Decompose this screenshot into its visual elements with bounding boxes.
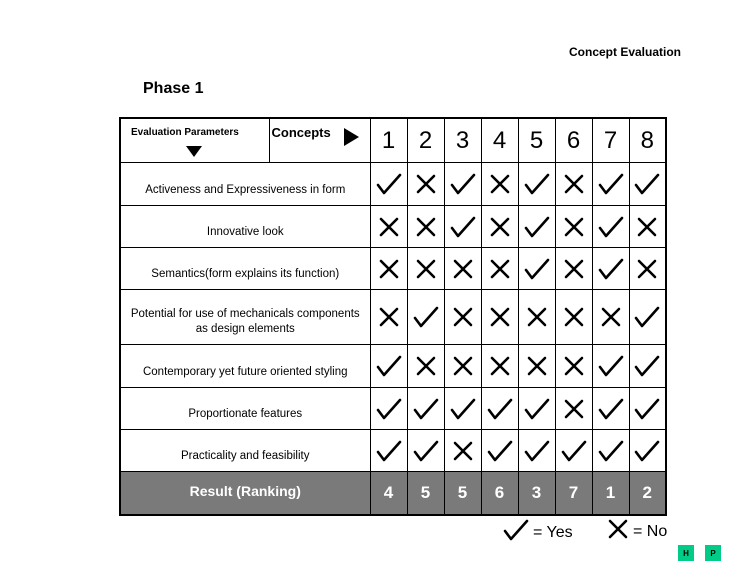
mark-cell	[555, 163, 592, 206]
ranking-value: 5	[407, 472, 444, 516]
criterion-row	[120, 345, 666, 388]
cross-icon	[556, 216, 592, 238]
mark-cell	[518, 206, 555, 248]
mark-cell	[518, 388, 555, 430]
cross-icon	[607, 518, 629, 545]
evaluation-parameters-label: Evaluation Parameters	[131, 127, 239, 138]
check-icon	[593, 439, 629, 463]
mark-cell	[629, 290, 666, 345]
cross-icon	[408, 173, 444, 195]
concept-number-2: 2	[407, 118, 444, 163]
check-icon	[630, 305, 666, 329]
cross-icon	[482, 173, 518, 195]
mark-cell	[407, 290, 444, 345]
criterion-row	[120, 206, 666, 248]
h-button[interactable]: H	[678, 545, 694, 561]
mark-cell	[592, 206, 629, 248]
check-icon	[371, 172, 407, 196]
mark-cell	[555, 206, 592, 248]
ranking-value: 7	[555, 472, 592, 516]
cross-icon	[519, 355, 555, 377]
cross-icon	[482, 216, 518, 238]
criterion-label: Activeness and Expressiveness in form	[120, 163, 370, 206]
ranking-value: 2	[629, 472, 666, 516]
mark-cell	[407, 248, 444, 290]
mark-cell	[629, 388, 666, 430]
check-icon	[482, 439, 518, 463]
phase-title: Phase 1	[143, 80, 204, 97]
mark-cell	[370, 345, 407, 388]
cross-icon	[445, 440, 481, 462]
check-icon	[371, 354, 407, 378]
concepts-label: Concepts	[271, 125, 331, 140]
concept-number-5: 5	[518, 118, 555, 163]
mark-cell	[444, 248, 481, 290]
check-icon	[371, 439, 407, 463]
check-icon	[519, 215, 555, 239]
concept-number-1: 1	[370, 118, 407, 163]
mark-cell	[481, 290, 518, 345]
mark-cell	[444, 345, 481, 388]
cross-icon	[482, 306, 518, 328]
ranking-value: 1	[592, 472, 629, 516]
mark-cell	[407, 206, 444, 248]
cross-icon	[482, 258, 518, 280]
mark-cell	[370, 430, 407, 472]
down-arrow-icon	[186, 146, 202, 157]
evaluation-table	[119, 117, 667, 516]
mark-cell	[407, 430, 444, 472]
cross-icon	[556, 355, 592, 377]
ranking-value: 6	[481, 472, 518, 516]
check-icon	[371, 397, 407, 421]
check-icon	[593, 215, 629, 239]
mark-cell	[555, 345, 592, 388]
mark-cell	[481, 163, 518, 206]
criterion-label: Semantics(form explains its function)	[120, 248, 370, 290]
legend-yes	[503, 518, 573, 547]
check-icon	[445, 215, 481, 239]
mark-cell	[629, 345, 666, 388]
check-icon	[630, 439, 666, 463]
criterion-label: Proportionate features	[120, 388, 370, 430]
legend-no	[607, 518, 667, 545]
mark-cell	[518, 163, 555, 206]
mark-cell	[407, 388, 444, 430]
check-icon	[519, 397, 555, 421]
mark-cell	[592, 430, 629, 472]
mark-cell	[555, 248, 592, 290]
cross-icon	[445, 306, 481, 328]
mark-cell	[370, 206, 407, 248]
cross-icon	[408, 216, 444, 238]
mark-cell	[481, 430, 518, 472]
evaluation-parameters-header	[120, 118, 269, 163]
mark-cell	[444, 388, 481, 430]
mark-cell	[629, 248, 666, 290]
check-icon	[593, 397, 629, 421]
check-icon	[408, 439, 444, 463]
check-icon	[445, 397, 481, 421]
criterion-label: Practicality and feasibility	[120, 430, 370, 472]
mark-cell	[370, 388, 407, 430]
check-icon	[519, 257, 555, 281]
p-button[interactable]: P	[705, 545, 721, 561]
cross-icon	[630, 258, 666, 280]
mark-cell	[481, 388, 518, 430]
check-icon	[408, 305, 444, 329]
mark-cell	[370, 163, 407, 206]
concept-number-8: 8	[629, 118, 666, 163]
criterion-row	[120, 430, 666, 472]
document-title: Concept Evaluation	[569, 45, 682, 59]
criterion-row	[120, 290, 666, 345]
cross-icon	[556, 306, 592, 328]
mark-cell	[481, 248, 518, 290]
check-icon	[556, 439, 592, 463]
check-icon	[630, 354, 666, 378]
result-label: Result (Ranking)	[120, 472, 370, 516]
cross-icon	[556, 173, 592, 195]
check-icon	[519, 439, 555, 463]
result-row	[120, 472, 666, 516]
cross-icon	[371, 216, 407, 238]
cross-icon	[630, 216, 666, 238]
cross-icon	[445, 258, 481, 280]
criterion-row	[120, 388, 666, 430]
ranking-value: 3	[518, 472, 555, 516]
mark-cell	[518, 248, 555, 290]
concept-number-4: 4	[481, 118, 518, 163]
mark-cell	[481, 206, 518, 248]
mark-cell	[518, 430, 555, 472]
cross-icon	[408, 355, 444, 377]
mark-cell	[629, 430, 666, 472]
mark-cell	[592, 163, 629, 206]
mark-cell	[592, 248, 629, 290]
mark-cell	[444, 430, 481, 472]
mark-cell	[555, 388, 592, 430]
check-icon	[630, 172, 666, 196]
mark-cell	[518, 290, 555, 345]
mark-cell	[592, 290, 629, 345]
mark-cell	[444, 290, 481, 345]
mark-cell	[444, 206, 481, 248]
check-icon	[593, 172, 629, 196]
mark-cell	[407, 345, 444, 388]
cross-icon	[371, 258, 407, 280]
mark-cell	[629, 206, 666, 248]
ranking-value: 4	[370, 472, 407, 516]
legend-no-label: = No	[633, 522, 668, 540]
check-icon	[593, 354, 629, 378]
check-icon	[593, 257, 629, 281]
concept-number-3: 3	[444, 118, 481, 163]
cross-icon	[408, 258, 444, 280]
check-icon	[445, 172, 481, 196]
criterion-row	[120, 163, 666, 206]
mark-cell	[555, 430, 592, 472]
concepts-header	[269, 118, 370, 163]
mark-cell	[370, 290, 407, 345]
mark-cell	[370, 248, 407, 290]
mark-cell	[592, 388, 629, 430]
cross-icon	[556, 258, 592, 280]
criterion-label: Contemporary yet future oriented styling	[120, 345, 370, 388]
check-icon	[408, 397, 444, 421]
cross-icon	[519, 306, 555, 328]
check-icon	[482, 397, 518, 421]
right-arrow-icon	[344, 128, 359, 146]
mark-cell	[629, 163, 666, 206]
legend-yes-label: = Yes	[533, 523, 573, 541]
concept-number-6: 6	[555, 118, 592, 163]
ranking-value: 5	[444, 472, 481, 516]
cross-icon	[593, 306, 629, 328]
check-icon	[503, 518, 529, 547]
mark-cell	[407, 163, 444, 206]
cross-icon	[371, 306, 407, 328]
mark-cell	[481, 345, 518, 388]
concept-number-7: 7	[592, 118, 629, 163]
cross-icon	[482, 355, 518, 377]
mark-cell	[444, 163, 481, 206]
check-icon	[630, 397, 666, 421]
mark-cell	[592, 345, 629, 388]
header-row	[120, 118, 666, 163]
criterion-label: Potential for use of mechanicals components as design elements	[120, 290, 370, 345]
cross-icon	[556, 398, 592, 420]
cross-icon	[445, 355, 481, 377]
criterion-row	[120, 248, 666, 290]
check-icon	[519, 172, 555, 196]
mark-cell	[518, 345, 555, 388]
mark-cell	[555, 290, 592, 345]
criterion-label: Innovative look	[120, 206, 370, 248]
